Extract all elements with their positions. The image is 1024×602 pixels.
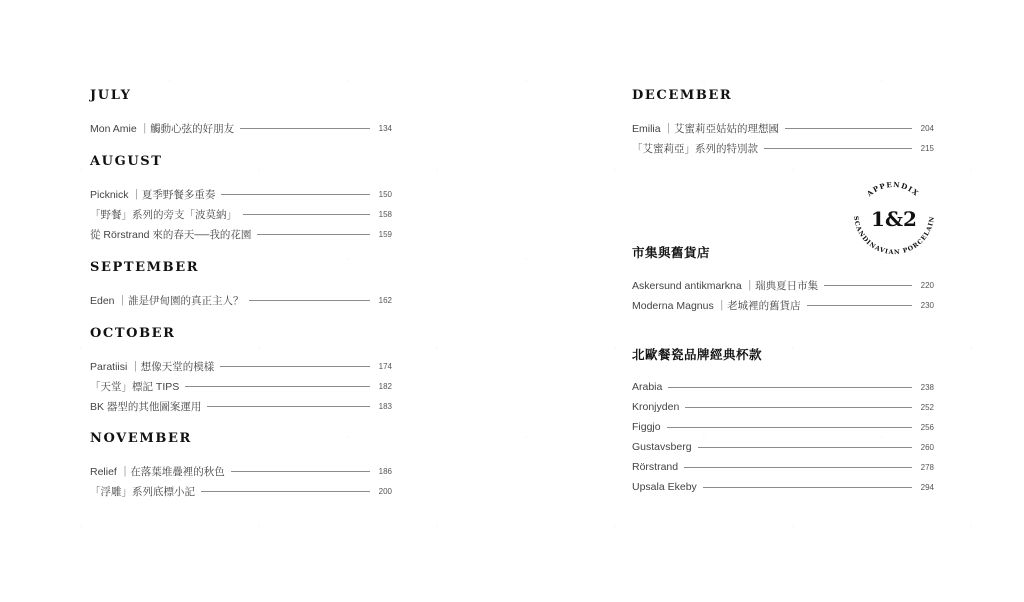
section-august: [90, 154, 392, 244]
leader-line: [667, 427, 912, 428]
entry-title: Paratiisi ｜想像天堂的模樣: [90, 360, 215, 373]
leader-line: [243, 214, 370, 215]
toc-entry[interactable]: [90, 204, 392, 224]
section-heading: OCTOBER: [90, 326, 176, 341]
toc-entry[interactable]: [632, 417, 934, 437]
toc-entry[interactable]: [632, 457, 934, 477]
leader-line: [207, 406, 370, 407]
appendix-badge: [846, 180, 940, 260]
entry-title: 從 Rörstrand 來的春天──我的花園: [90, 228, 252, 241]
entry-page: 294: [920, 482, 934, 492]
toc-entry[interactable]: [90, 356, 392, 376]
entry-title: Askersund antikmarkna ｜瑞典夏日市集: [632, 279, 819, 292]
section-heading: 北歐餐瓷品牌經典杯款: [632, 347, 763, 362]
toc-entry[interactable]: [632, 437, 934, 457]
entry-title: Kronjyden: [632, 401, 680, 413]
section-october: [90, 326, 392, 416]
entry-page: 200: [378, 486, 392, 496]
entry-page: 134: [378, 123, 392, 133]
badge-bottom-text: SCANDINAVIAN PORCELAIN: [851, 215, 937, 257]
section-november: [90, 431, 392, 501]
toc-entry[interactable]: [632, 377, 934, 397]
entry-title: 「天堂」標記 TIPS: [90, 380, 180, 393]
entry-title: Rörstrand: [632, 461, 679, 473]
entry-title: 「浮雕」系列底標小記: [90, 485, 195, 498]
toc-entry[interactable]: [90, 118, 392, 138]
leader-line: [698, 447, 912, 448]
toc-entry[interactable]: [90, 396, 392, 416]
toc-entry[interactable]: [632, 118, 934, 138]
entry-page: 183: [378, 401, 392, 411]
entry-page: 230: [920, 300, 934, 310]
entry-page: 256: [920, 422, 934, 432]
leader-line: [249, 300, 370, 301]
entry-page: 215: [920, 143, 934, 153]
toc-entry[interactable]: [90, 184, 392, 204]
section-porcelain-brands: [632, 347, 934, 497]
toc-entry[interactable]: [90, 224, 392, 244]
entry-page: 182: [378, 381, 392, 391]
entry-page: 150: [378, 189, 392, 199]
leader-line: [684, 467, 912, 468]
entry-title: Emilia ｜艾蜜莉亞姑姑的理想國: [632, 122, 780, 135]
leader-line: [257, 234, 370, 235]
section-july: [90, 88, 392, 138]
leader-line: [807, 305, 912, 306]
toc-entry[interactable]: [90, 481, 392, 501]
toc-entry[interactable]: [632, 275, 934, 295]
entry-title: Mon Amie ｜觸動心弦的好朋友: [90, 122, 235, 135]
entry-title: Upsala Ekeby: [632, 481, 697, 493]
entry-page: 238: [920, 382, 934, 392]
entry-title: Moderna Magnus ｜老城裡的舊貨店: [632, 299, 801, 312]
entry-title: 「艾蜜莉亞」系列的特別款: [632, 142, 758, 155]
toc-entry[interactable]: [90, 461, 392, 481]
entry-page: 186: [378, 466, 392, 476]
entry-title: Figgjo: [632, 421, 661, 433]
leader-line: [231, 471, 370, 472]
entry-page: 158: [378, 209, 392, 219]
leader-line: [785, 128, 912, 129]
section-heading: 市集與舊貨店: [632, 245, 711, 260]
entry-title: Picknick ｜夏季野餐多重奏: [90, 188, 216, 201]
leader-line: [221, 194, 370, 195]
leader-line: [220, 366, 370, 367]
entry-title: Relief ｜在落葉堆疊裡的秋色: [90, 465, 225, 478]
entry-page: 252: [920, 402, 934, 412]
toc-entry[interactable]: [632, 138, 934, 158]
section-heading: SEPTEMBER: [90, 260, 200, 275]
entry-title: 「野餐」系列的旁支「波莫納」: [90, 208, 237, 221]
section-heading: DECEMBER: [632, 88, 733, 103]
entry-title: Gustavsberg: [632, 441, 692, 453]
leader-line: [703, 487, 912, 488]
leader-line: [240, 128, 370, 129]
entry-title: Arabia: [632, 381, 663, 393]
entry-page: 162: [378, 295, 392, 305]
entry-page: 260: [920, 442, 934, 452]
entry-page: 174: [378, 361, 392, 371]
leader-line: [764, 148, 912, 149]
section-heading: NOVEMBER: [90, 431, 192, 446]
badge-top-text: APPENDIX: [864, 180, 922, 199]
leader-line: [685, 407, 912, 408]
entry-title: BK 器型的其他圖案運用: [90, 400, 202, 413]
toc-entry[interactable]: [632, 477, 934, 497]
section-heading: AUGUST: [90, 154, 163, 169]
toc-entry[interactable]: [632, 295, 934, 315]
toc-entry[interactable]: [632, 397, 934, 417]
toc-entry[interactable]: [90, 290, 392, 310]
entry-page: 159: [378, 229, 392, 239]
leader-line: [668, 387, 912, 388]
entry-page: 204: [920, 123, 934, 133]
leader-line: [185, 386, 370, 387]
entry-page: 220: [920, 280, 934, 290]
entry-title: Eden ｜誰是伊甸園的真正主人？: [90, 294, 244, 307]
leader-line: [201, 491, 370, 492]
entry-page: 278: [920, 462, 934, 472]
section-september: [90, 260, 392, 310]
section-december: [632, 88, 934, 158]
leader-line: [824, 285, 912, 286]
badge-center-text: 1&2: [871, 207, 917, 231]
section-heading: JULY: [90, 88, 132, 103]
toc-entry[interactable]: [90, 376, 392, 396]
